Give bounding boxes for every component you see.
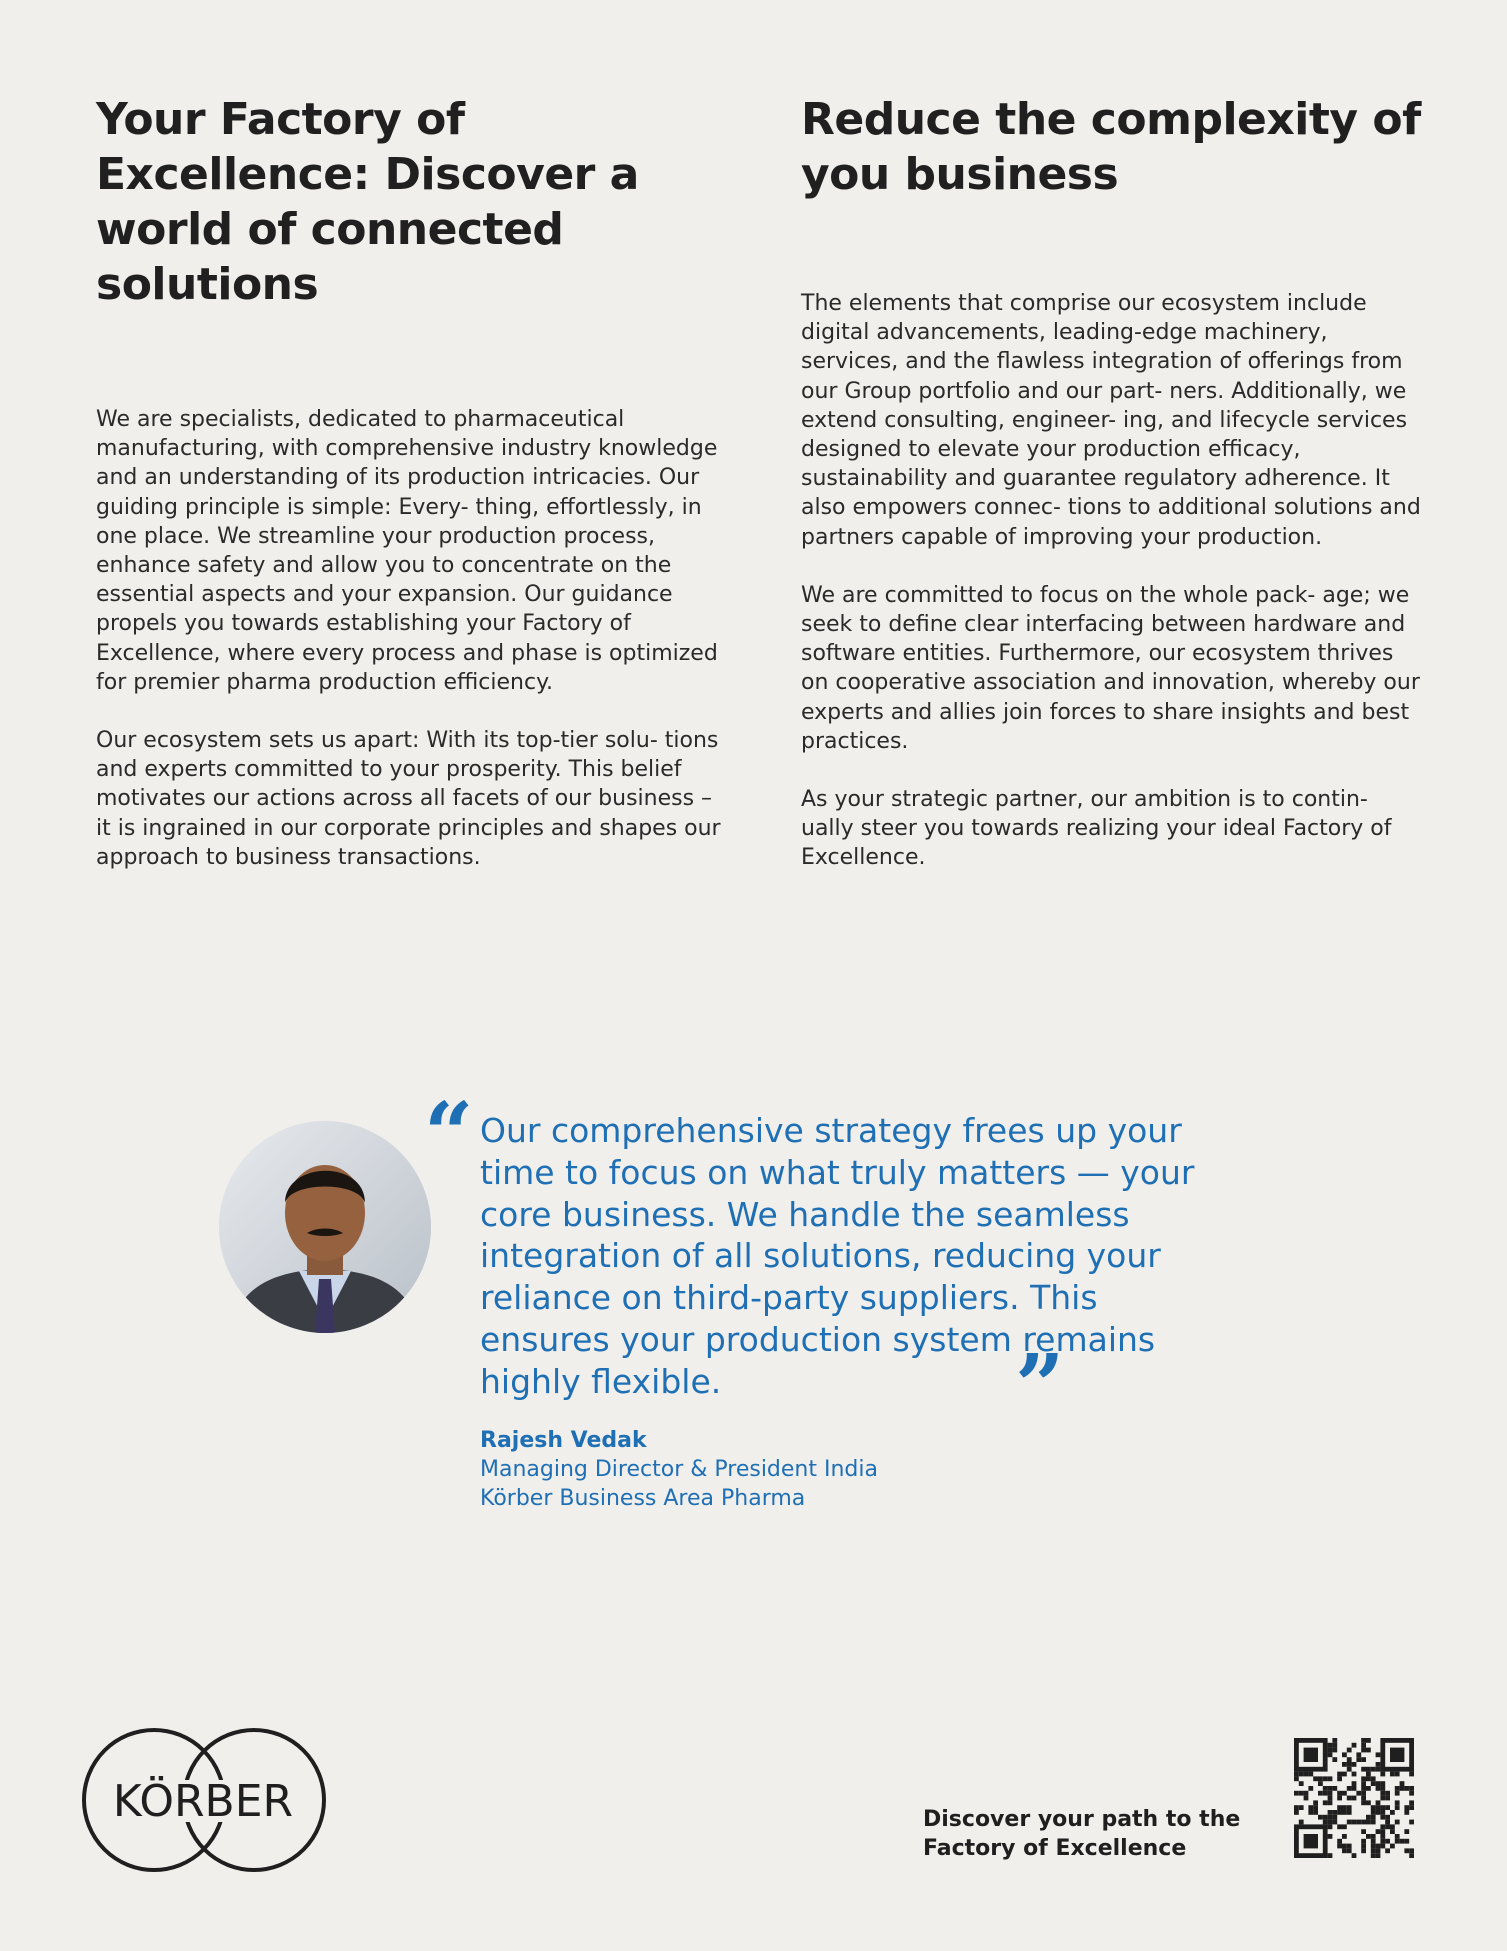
left-body	[96, 405, 721, 901]
qr-code-icon[interactable]	[1294, 1738, 1414, 1858]
quote-author-name: Rajesh Vedak	[480, 1428, 647, 1453]
portrait-photo	[219, 1121, 431, 1333]
right-body	[801, 289, 1426, 902]
right-paragraph-1: The elements that comprise our ecosystem include digital advancements, leading-edge machinery, services, and the flawless integration of offerings from our Group portfolio and our part- ners. Additionally, we extend consulting, engineer- ing, and lifecycle services designed to elevate your production efficacy, sustainability and guarantee regulatory adherence. It also empowers connec- tions to additional solutions and partners capable of improving your production.	[801, 291, 1421, 550]
close-quote-icon: ”	[1015, 1336, 1065, 1437]
right-paragraph-3: As your strategic partner, our ambition is to contin- ually steer you towards realizing your ideal Factory of Excellence.	[801, 787, 1392, 871]
left-paragraph-2: Our ecosystem sets us apart: With its top-tier solu- tions and experts committed to your prosperity. This belief motivates our actions across all facets of our business – it is ingrained in our corporate principles and shapes our approach to business transactions.	[96, 728, 721, 870]
right-heading: Reduce the complexity of you business	[801, 94, 1421, 200]
quote-author-company: Körber Business Area Pharma	[480, 1486, 806, 1511]
open-quote-icon: “	[424, 1084, 474, 1185]
left-paragraph-1: We are specialists, dedicated to pharmaceutical manufacturing, with comprehensive industry knowledge and an understanding of its production intricacies. Our guiding principle is simple: Every- thing, effortlessly, in one place. We streamline your production process, enhance safety and allow you to concentrate on the essential aspects and your expansion. Our guidance propels you towards establishing your Factory of Excellence, where every process and phase is optimized for premier pharma production efficiency.	[96, 407, 718, 695]
quote-attribution	[480, 1426, 878, 1513]
right-paragraph-2: We are committed to focus on the whole pack- age; we seek to define clear interfacing between hardware and software entities. Furthermore, our ecosystem thrives on cooperative association and innovation, whereby our experts and allies join forces to share insights and best practices.	[801, 582, 1420, 754]
left-column	[96, 92, 716, 312]
quote-author-title: Managing Director & President India	[480, 1457, 878, 1482]
left-heading: Your Factory of Excellence: Discover a world of connected solutions	[96, 94, 639, 310]
right-column	[801, 92, 1421, 202]
quote-text: Our comprehensive strategy frees up your time to focus on what truly matters — your core business. We handle the seamless integration of all solutions, reducing your reliance on third-party suppliers. This ensures your production system remains highly flexible.	[480, 1111, 1195, 1401]
logo-text: KÖRBER	[112, 1776, 294, 1827]
korber-logo	[78, 1726, 328, 1874]
cta-text: Discover your path to the Factory of Excellence	[923, 1807, 1241, 1861]
